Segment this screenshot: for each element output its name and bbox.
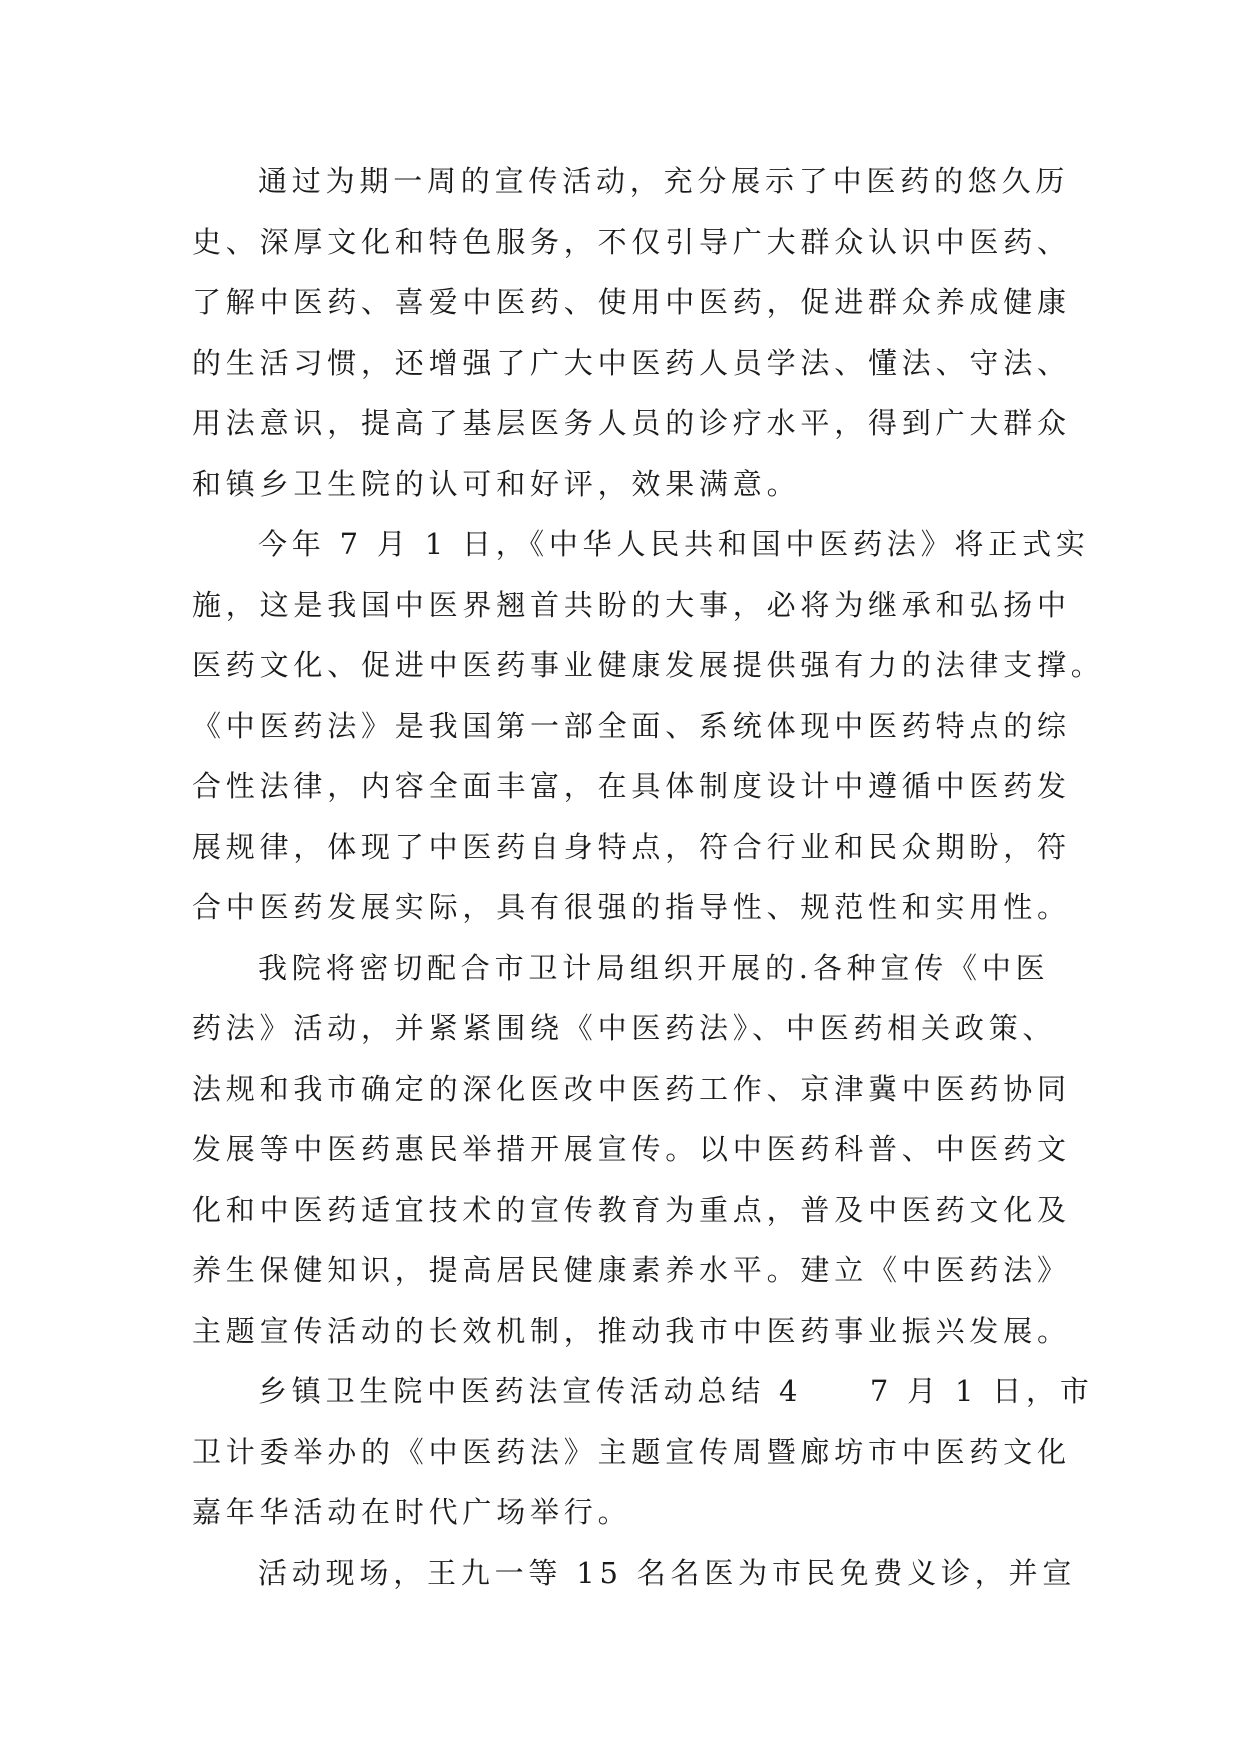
text-line: 卫计委举办的《中医药法》主题宣传周暨廊坊市中医药文化 [192,1434,1071,1469]
text-line: 展规律，体现了中医药自身特点，符合行业和民众期盼，符 [192,829,1071,864]
paragraph [192,1361,1094,1543]
document-body [192,151,1105,1603]
text-line: 的生活习惯，还增强了广大中医药人员学法、懂法、守法、 [192,345,1071,380]
text-line: 史、深厚文化和特色服务，不仅引导广大群众认识中医药、 [192,224,1071,259]
paragraph [192,514,1105,938]
text-line: 乡镇卫生院中医药法宣传活动总结 4 7 月 1 日，市 [258,1374,1094,1408]
text-line: 用法意识，提高了基层医务人员的诊疗水平，得到广大群众 [192,406,1071,440]
text-line: 医药文化、促进中医药事业健康发展提供强有力的法律支撑。 [192,648,1105,682]
text-line: 通过为期一周的宣传活动，充分展示了中医药的悠久历 [258,164,1070,198]
text-line: 法规和我市确定的深化医改中医药工作、京津冀中医药协同 [192,1071,1071,1106]
text-line: 合中医药发展实际，具有很强的指导性、规范性和实用性。 [192,890,1071,924]
text-line: 主题宣传活动的长效机制，推动我市中医药事业振兴发展。 [192,1313,1071,1348]
paragraph [192,151,1072,514]
text-line: 养生保健知识，提高居民健康素养水平。建立《中医药法》 [192,1253,1071,1287]
text-line: 《中医药法》是我国第一部全面、系统体现中医药特点的综 [192,708,1071,743]
text-line: 和镇乡卫生院的认可和好评，效果满意。 [192,466,801,501]
paragraph [192,1543,1077,1604]
text-line: 嘉年华活动在时代广场举行。 [192,1495,632,1529]
text-line: 活动现场，王九一等 15 名名医为市民免费义诊，并宣 [258,1555,1077,1590]
text-line: 合性法律，内容全面丰富，在具体制度设计中遵循中医药发 [192,769,1071,803]
text-line: 今年 7 月 1 日，《中华人民共和国中医药法》将正式实 [258,527,1090,561]
text-line: 药法》活动，并紧紧围绕《中医药法》、中医药相关政策、 [192,1011,1057,1045]
text-line: 了解中医药、喜爱中医药、使用中医药，促进群众养成健康 [192,285,1071,319]
paragraph [192,938,1072,1362]
text-line: 我院将密切配合市卫计局组织开展的.各种宣传《中医 [258,950,1050,985]
text-line: 施，这是我国中医界翘首共盼的大事，必将为继承和弘扬中 [192,587,1071,622]
text-line: 化和中医药适宜技术的宣传教育为重点，普及中医药文化及 [192,1192,1071,1227]
text-line: 发展等中医药惠民举措开展宣传。以中医药科普、中医药文 [192,1132,1071,1166]
